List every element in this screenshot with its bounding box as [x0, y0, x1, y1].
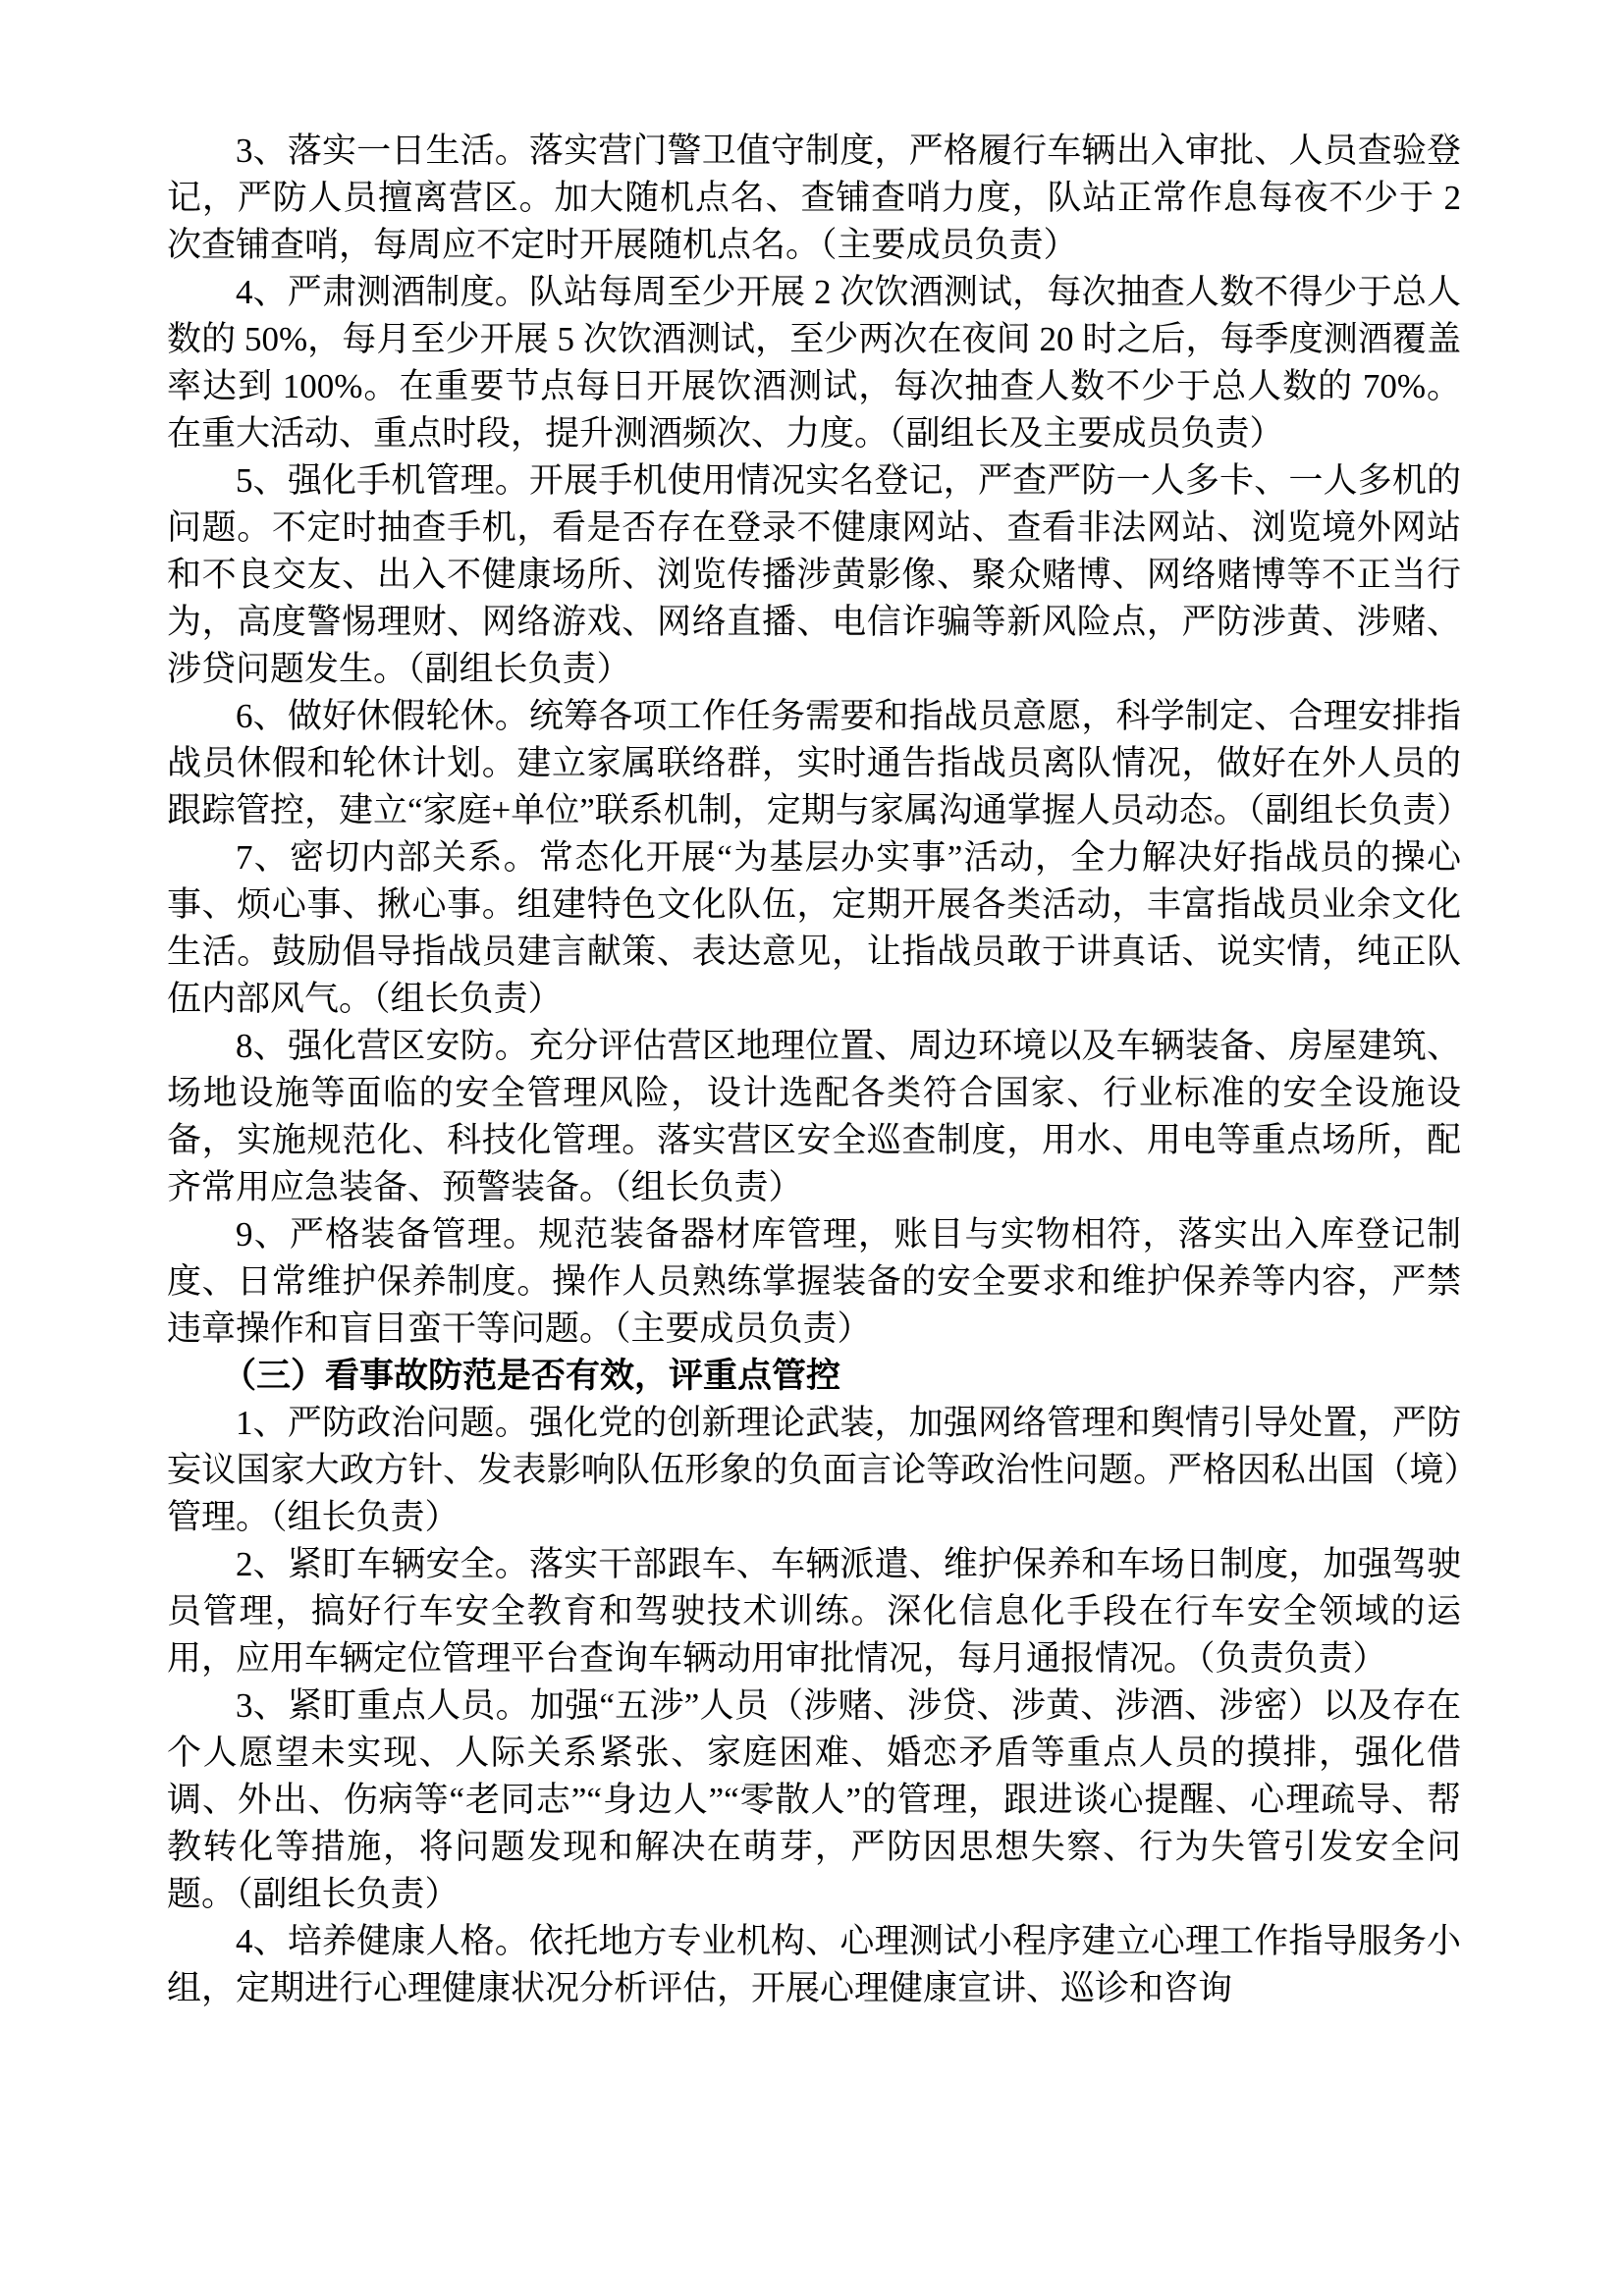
paragraph-item-2: 2、紧盯车辆安全。落实干部跟车、车辆派遣、维护保养和车场日制度，加强驾驶员管理，搞好行车安全教育和驾驶技术训练。深化信息化手段在行车安全领域的运用，应用车辆定位管理平台查询车辆动用审批情况，每月通报情况。（负责负责）	[167, 1545, 1461, 1678]
section-heading-three: （三）看事故防范是否有效，评重点管控	[222, 1357, 841, 1395]
paragraph-item-4: 4、严肃测酒制度。队站每周至少开展 2 次饮酒测试，每次抽查人数不得少于总人数的 50%，每月至少开展 5 次饮酒测试，至少两次在夜间 20 时之后，每季度测酒覆盖率达到 100%。在重要节点每日开展饮酒测试，每次抽查人数不少于总人数的 70%。在重大活动、重点时段，提升测酒频次、力度。（副组长及主要成员负责）	[167, 273, 1461, 453]
paragraph-item-6: 6、做好休假轮休。统筹各项工作任务需要和指战员意愿，科学制定、合理安排指战员休假和轮休计划。建立家属联络群，实时通告指战员离队情况，做好在外人员的跟踪管控，建立“家庭+单位”联系机制，定期与家属沟通掌握人员动态。（副组长负责）	[167, 697, 1472, 829]
paragraph-item-4b: 4、培养健康人格。依托地方专业机构、心理测试小程序建立心理工作指导服务小组，定期进行心理健康状况分析评估，开展心理健康宣讲、巡诊和咨询	[167, 1922, 1461, 2007]
paragraph-item-1: 1、严防政治问题。强化党的创新理论武装，加强网络管理和舆情引导处置，严防妄议国家大政方针、发表影响队伍形象的负面言论等政治性问题。严格因私出国（境）管理。（组长负责）	[167, 1404, 1461, 1536]
document-content	[167, 128, 1472, 2012]
paragraph-item-3b: 3、紧盯重点人员。加强“五涉”人员（涉赌、涉贷、涉黄、涉酒、涉密）以及存在个人愿望未实现、人际关系紧张、家庭困难、婚恋矛盾等重点人员的摸排，强化借调、外出、伤病等“老同志”“身边人”“零散人”的管理，跟进谈心提醒、心理疏导、帮教转化等措施，将问题发现和解决在萌芽，严防因思想失察、行为失管引发安全问题。（副组长负责）	[167, 1686, 1461, 1913]
paragraph-item-7: 7、密切内部关系。常态化开展“为基层办实事”活动，全力解决好指战员的操心事、烦心事、揪心事。组建特色文化队伍，定期开展各类活动，丰富指战员业余文化生活。鼓励倡导指战员建言献策、表达意见，让指战员敢于讲真话、说实情，纯正队伍内部风气。（组长负责）	[167, 838, 1461, 1018]
paragraph-item-5: 5、强化手机管理。开展手机使用情况实名登记，严查严防一人多卡、一人多机的问题。不定时抽查手机，看是否存在登录不健康网站、查看非法网站、浏览境外网站和不良交友、出入不健康场所、浏览传播涉黄影像、聚众赌博、网络赌博等不正当行为，高度警惕理财、网络游戏、网络直播、电信诈骗等新风险点，严防涉黄、涉赌、涉贷问题发生。（副组长负责）	[167, 461, 1461, 688]
paragraph-item-9: 9、严格装备管理。规范装备器材库管理，账目与实物相符，落实出入库登记制度、日常维护保养制度。操作人员熟练掌握装备的安全要求和维护保养等内容，严禁违章操作和盲目蛮干等问题。（主要成员负责）	[167, 1215, 1461, 1348]
paragraph-item-3: 3、落实一日生活。落实营门警卫值守制度，严格履行车辆出入审批、人员查验登记，严防人员擅离营区。加大随机点名、查铺查哨力度，队站正常作息每夜不少于 2 次查铺查哨，每周应不定时开展随机点名。（主要成员负责）	[167, 132, 1461, 264]
paragraph-item-8: 8、强化营区安防。充分评估营区地理位置、周边环境以及车辆装备、房屋建筑、场地设施等面临的安全管理风险，设计选配各类符合国家、行业标准的安全设施设备，实施规范化、科技化管理。落实营区安全巡查制度，用水、用电等重点场所，配齐常用应急装备、预警装备。（组长负责）	[167, 1027, 1461, 1206]
